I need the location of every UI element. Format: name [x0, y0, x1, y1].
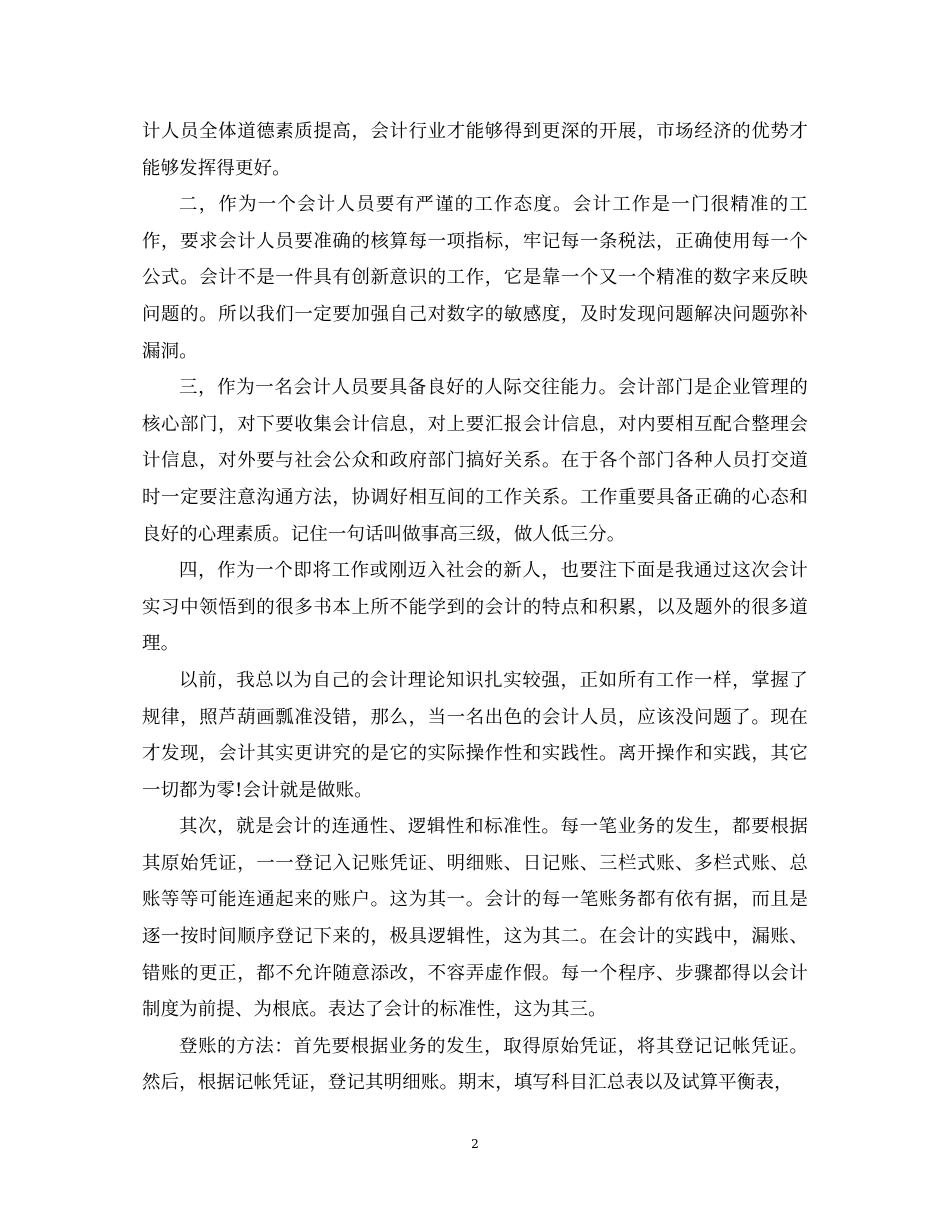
- page-number: 2: [471, 1137, 479, 1151]
- paragraph-practice: 以前，我总以为自己的会计理论知识扎实较强，正如所有工作一样，掌握了规律，照芦葫画瓢准没错，那么，当一名出色的会计人员，应该没问题了。现在才发现，会计其实更讲究的是它的实际操作性和实践性。离开操作和实践，其它一切都为零!会计就是做账。: [142, 669, 808, 801]
- paragraph-continuation: 计人员全体道德素质提高，会计行业才能够得到更深的开展，市场经济的优势才能够发挥得更好。: [142, 121, 808, 179]
- document-body: [142, 114, 808, 1102]
- paragraph-bookkeeping-method: 登账的方法：首先要根据业务的发生，取得原始凭证，将其登记记帐凭证。然后，根据记帐凭证，登记其明细账。期末，填写科目汇总表以及试算平衡表，: [142, 1035, 808, 1094]
- paragraph-communication: 三，作为一名会计人员要具备良好的人际交往能力。会计部门是企业管理的核心部门，对下要收集会计信息，对上要汇报会计信息，对内要相互配合整理会计信息，对外要与社会公众和政府部门搞好关系。在于各个部门各种人员打交道时一定要注意沟通方法，协调好相互间的工作关系。工作重要具备正确的心态和良好的心理素质。记住一句话叫做事高三级，做人低三分。: [142, 377, 808, 545]
- paragraph-newcomer: 四，作为一个即将工作或刚迈入社会的新人，也要注下面是我通过这次会计实习中领悟到的很多书本上所不能学到的会计的特点和积累，以及题外的很多道理。: [142, 560, 808, 655]
- paragraph-attitude: 二，作为一个会计人员要有严谨的工作态度。会计工作是一门很精准的工作，要求会计人员要准确的核算每一项指标，牢记每一条税法，正确使用每一个公式。会计不是一件具有创新意识的工作，它是靠一个又一个精准的数字来反映问题的。所以我们一定要加强自己对数字的敏感度，及时发现问题解决问题弥补漏洞。: [142, 194, 808, 362]
- paragraph-connectivity: 其次，就是会计的连通性、逻辑性和标准性。每一笔业务的发生，都要根据其原始凭证，一一登记入记账凭证、明细账、日记账、三栏式账、多栏式账、总账等等可能连通起来的账户。这为其一。会计的每一笔账务都有依有据，而且是逐一按时间顺序登记下来的，极具逻辑性，这为其二。在会计的实践中，漏账、错账的更正，都不允许随意添改，不容弄虚作假。每一个程序、步骤都得以会计制度为前提、为根底。表达了会计的标准性，这为其三。: [142, 816, 808, 1021]
